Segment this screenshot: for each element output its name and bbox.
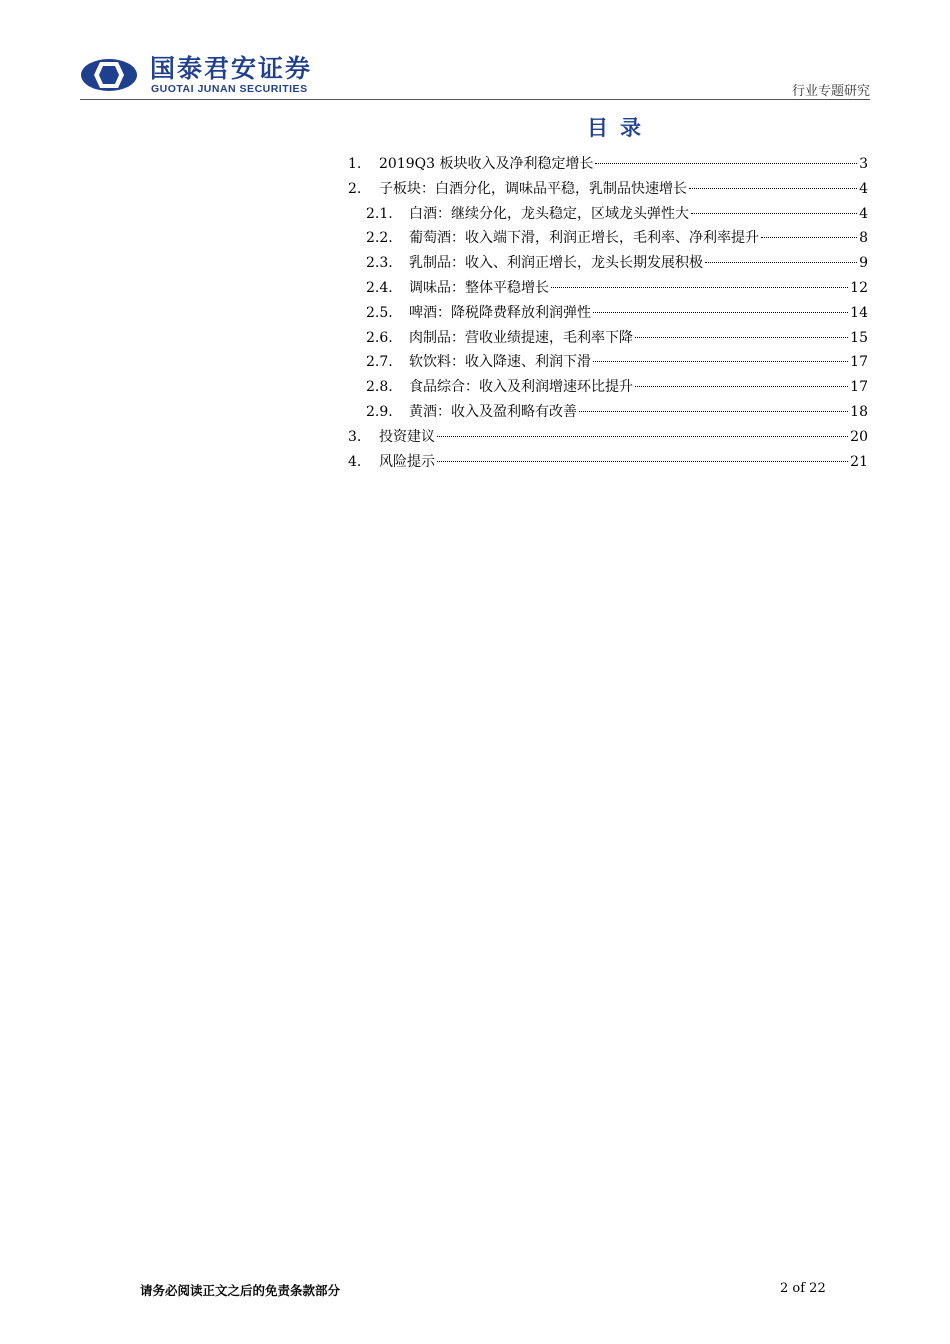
toc-entry-page: 15: [850, 329, 868, 346]
toc-entry-title: 子板块：白酒分化，调味品平稳，乳制品快速增长: [379, 180, 687, 197]
toc-subentry[interactable]: [348, 226, 868, 251]
toc-entry-number: 2.3.: [366, 255, 393, 272]
toc-entry-page: 4: [859, 180, 868, 197]
toc-entry-number: 2.5.: [366, 304, 393, 321]
toc-entry-title: 2019Q3 板块收入及净利稳定增长: [379, 156, 594, 172]
report-type-label: 行业专题研究: [791, 84, 870, 99]
toc-title: [0, 112, 950, 142]
toc-entry-title: 肉制品：营收业绩提速，毛利率下降: [409, 329, 633, 346]
toc-entry-title: 风险提示: [379, 453, 435, 470]
toc-entry-page: 9: [859, 255, 868, 272]
toc-entry[interactable]: [348, 425, 868, 450]
company-name-cn: 国泰君安证券: [150, 54, 313, 83]
toc-leader-dots: [689, 188, 857, 189]
toc-entry-page: 20: [850, 428, 868, 445]
toc-entry-page: 17: [850, 354, 868, 371]
toc-entry-number: 2.6.: [366, 329, 393, 346]
toc-entry-title: 投资建议: [379, 428, 435, 445]
toc-entry-page: 18: [850, 403, 868, 420]
toc-leader-dots: [579, 411, 848, 412]
toc-subentry[interactable]: [348, 202, 868, 227]
toc-entry-number: 2.1.: [366, 205, 393, 222]
company-name-en: GUOTAI JUNAN SECURITIES: [151, 83, 308, 95]
toc-entry-page: 14: [850, 304, 868, 321]
toc-entry[interactable]: [348, 152, 868, 177]
toc-leader-dots: [551, 287, 848, 288]
toc-entry-title: 葡萄酒：收入端下滑，利润正增长，毛利率、净利率提升: [409, 230, 759, 247]
page-header: [80, 52, 870, 100]
toc-entry-title: 白酒：继续分化，龙头稳定，区域龙头弹性大: [409, 205, 689, 222]
toc-subentry[interactable]: [348, 251, 868, 276]
toc-entry-title: 软饮料：收入降速、利润下滑: [409, 354, 591, 371]
toc-entry-page: 17: [850, 379, 868, 396]
toc-leader-dots: [691, 213, 857, 214]
header-divider: [80, 99, 870, 100]
toc-entry[interactable]: [348, 450, 868, 475]
table-of-contents: [348, 152, 868, 474]
toc-entry-page: 3: [859, 156, 868, 172]
toc-entry-number: 2.7.: [366, 354, 393, 371]
toc-leader-dots: [761, 237, 857, 238]
toc-entry-number: 2.8.: [366, 379, 393, 396]
toc-leader-dots: [593, 312, 848, 313]
toc-entry-title: 啤酒：降税降费释放利润弹性: [409, 304, 591, 321]
toc-entry-title: 食品综合：收入及利润增速环比提升: [409, 379, 633, 396]
toc-subentry[interactable]: [348, 301, 868, 326]
toc-entry-number: 2.9.: [366, 403, 393, 420]
toc-entry-page: 12: [850, 279, 868, 296]
toc-subentry[interactable]: [348, 350, 868, 375]
toc-entry-number: 1.: [348, 156, 362, 172]
toc-entry-page: 8: [859, 230, 868, 247]
toc-entry-title: 黄酒：收入及盈利略有改善: [409, 403, 577, 420]
toc-entry-page: 4: [859, 205, 868, 222]
footer-page-number: 2 of 22: [780, 1281, 826, 1296]
toc-entry-title: 调味品：整体平稳增长: [409, 279, 549, 296]
toc-subentry[interactable]: [348, 326, 868, 351]
toc-leader-dots: [437, 461, 848, 462]
toc-subentry[interactable]: [348, 276, 868, 301]
toc-leader-dots: [635, 337, 848, 338]
toc-subentry[interactable]: [348, 375, 868, 400]
toc-entry-number: 2.: [348, 180, 362, 197]
toc-leader-dots: [593, 361, 848, 362]
toc-entry-page: 21: [850, 453, 868, 470]
toc-entry-title: 乳制品：收入、利润正增长，龙头长期发展积极: [409, 255, 703, 272]
toc-entry-number: 2.2.: [366, 230, 393, 247]
toc-title-text: 目录: [587, 116, 653, 140]
toc-entry-number: 3.: [348, 428, 362, 445]
toc-leader-dots: [437, 436, 848, 437]
toc-leader-dots: [705, 262, 857, 263]
logo-icon: [80, 58, 138, 92]
footer-disclaimer: 请务必阅读正文之后的免责条款部分: [140, 1283, 341, 1298]
toc-entry-number: 2.4.: [366, 279, 393, 296]
toc-subentry[interactable]: [348, 400, 868, 425]
toc-leader-dots: [595, 163, 857, 164]
toc-leader-dots: [635, 386, 848, 387]
toc-entry[interactable]: [348, 177, 868, 202]
toc-entry-number: 4.: [348, 453, 362, 470]
